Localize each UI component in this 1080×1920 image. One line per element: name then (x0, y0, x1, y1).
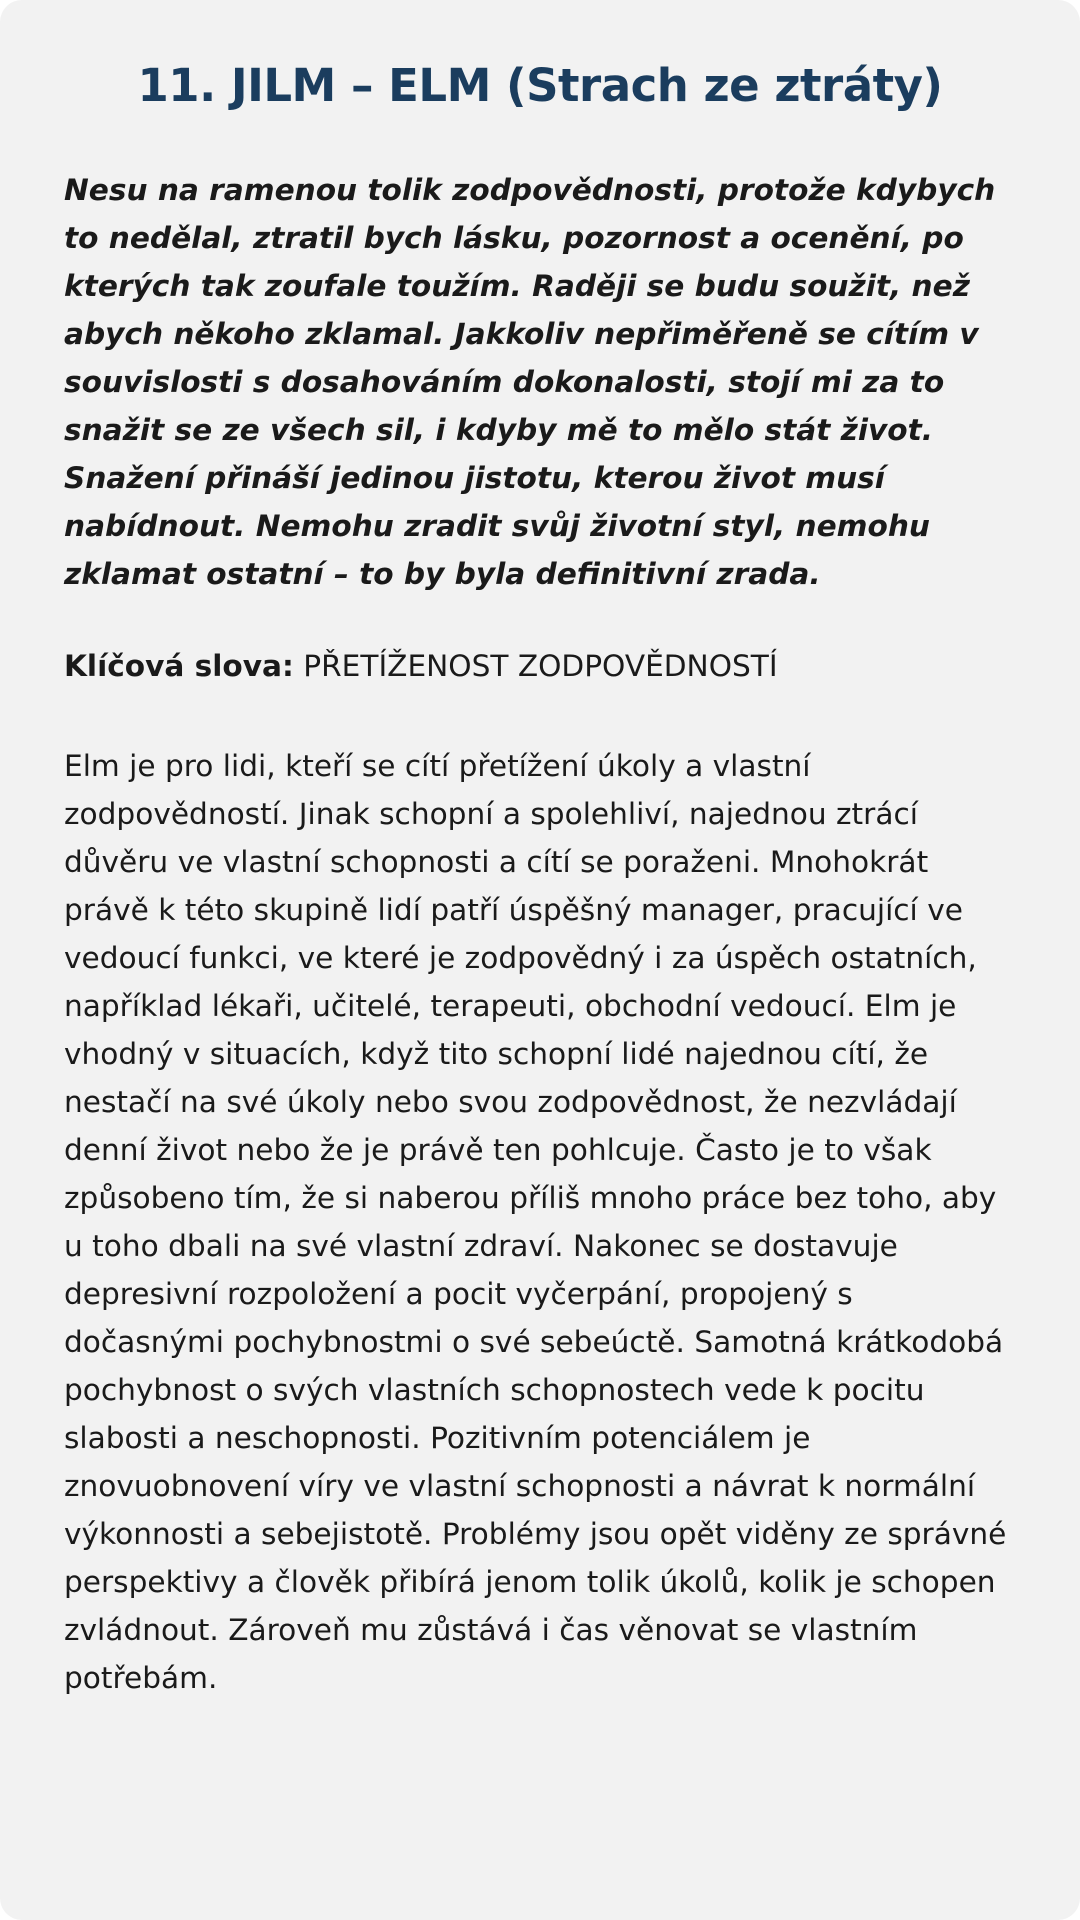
keywords-value: PŘETÍŽENOST ZODPOVĚDNOSTÍ (303, 649, 778, 683)
keywords-label: Klíčová slova: (64, 649, 294, 683)
keywords-line (64, 642, 1016, 690)
description-paragraph: Elm je pro lidi, kteří se cítí přetížení úkoly a vlastní zodpovědností. Jinak schopní a spolehliví, najednou ztrácí důvěru ve vlastní schopnosti a cítí se poraženi. Mnohokrát právě k této skupině lidí patří úspěšný manager, pracující ve vedoucí funkci, ve které je zodpovědný i za úspěch ostatních, například lékaři, učitelé, terapeuti, obchodní vedoucí. Elm je vhodný v situacích, když tito schopní lidé najednou cítí, že nestačí na své úkoly nebo svou zodpovědnost, že nezvládají denní život nebo že je právě ten pohlcuje. Často je to však způsobeno tím, že si naberou příliš mnoho práce bez toho, aby u toho dbali na své vlastní zdraví. Nakonec se dostavuje depresivní rozpoložení a pocit vyčerpání, propojený s dočasnými pochybnostmi o své sebeúctě. Samotná krátkodobá pochybnost o svých vlastních schopnostech vede k pocitu slabosti a neschopnosti. Pozitivním potenciálem je znovuobnovení víry ve vlastní schopnosti a návrat k normální výkonnosti a sebejistotě. Problémy jsou opět viděny ze správné perspektivy a člověk přibírá jenom tolik úkolů, kolik je schopen zvládnout. Zároveň mu zůstává i čas věnovat se vlastním potřebám. (64, 749, 1007, 1695)
quote-paragraph: Nesu na ramenou tolik zodpovědnosti, protože kdybych to nedělal, ztratil bych lásku, pozornost a ocenění, po kterých tak zoufale toužím. Raději se budu soužit, než abych někoho zklamal. Jakkoliv nepřiměřeně se cítím v souvislosti s dosahováním dokonalosti, stojí mi za to snažit se ze všech sil, i kdyby mě to mělo stát život. Snažení přináší jedinou jistotu, kterou život musí nabídnout. Nemohu zradit svůj životní styl, nemohu zklamat ostatní – to by byla definitivní zrada. (64, 173, 996, 591)
page-title: 11. JILM – ELM (Strach ze ztráty) (137, 59, 943, 112)
